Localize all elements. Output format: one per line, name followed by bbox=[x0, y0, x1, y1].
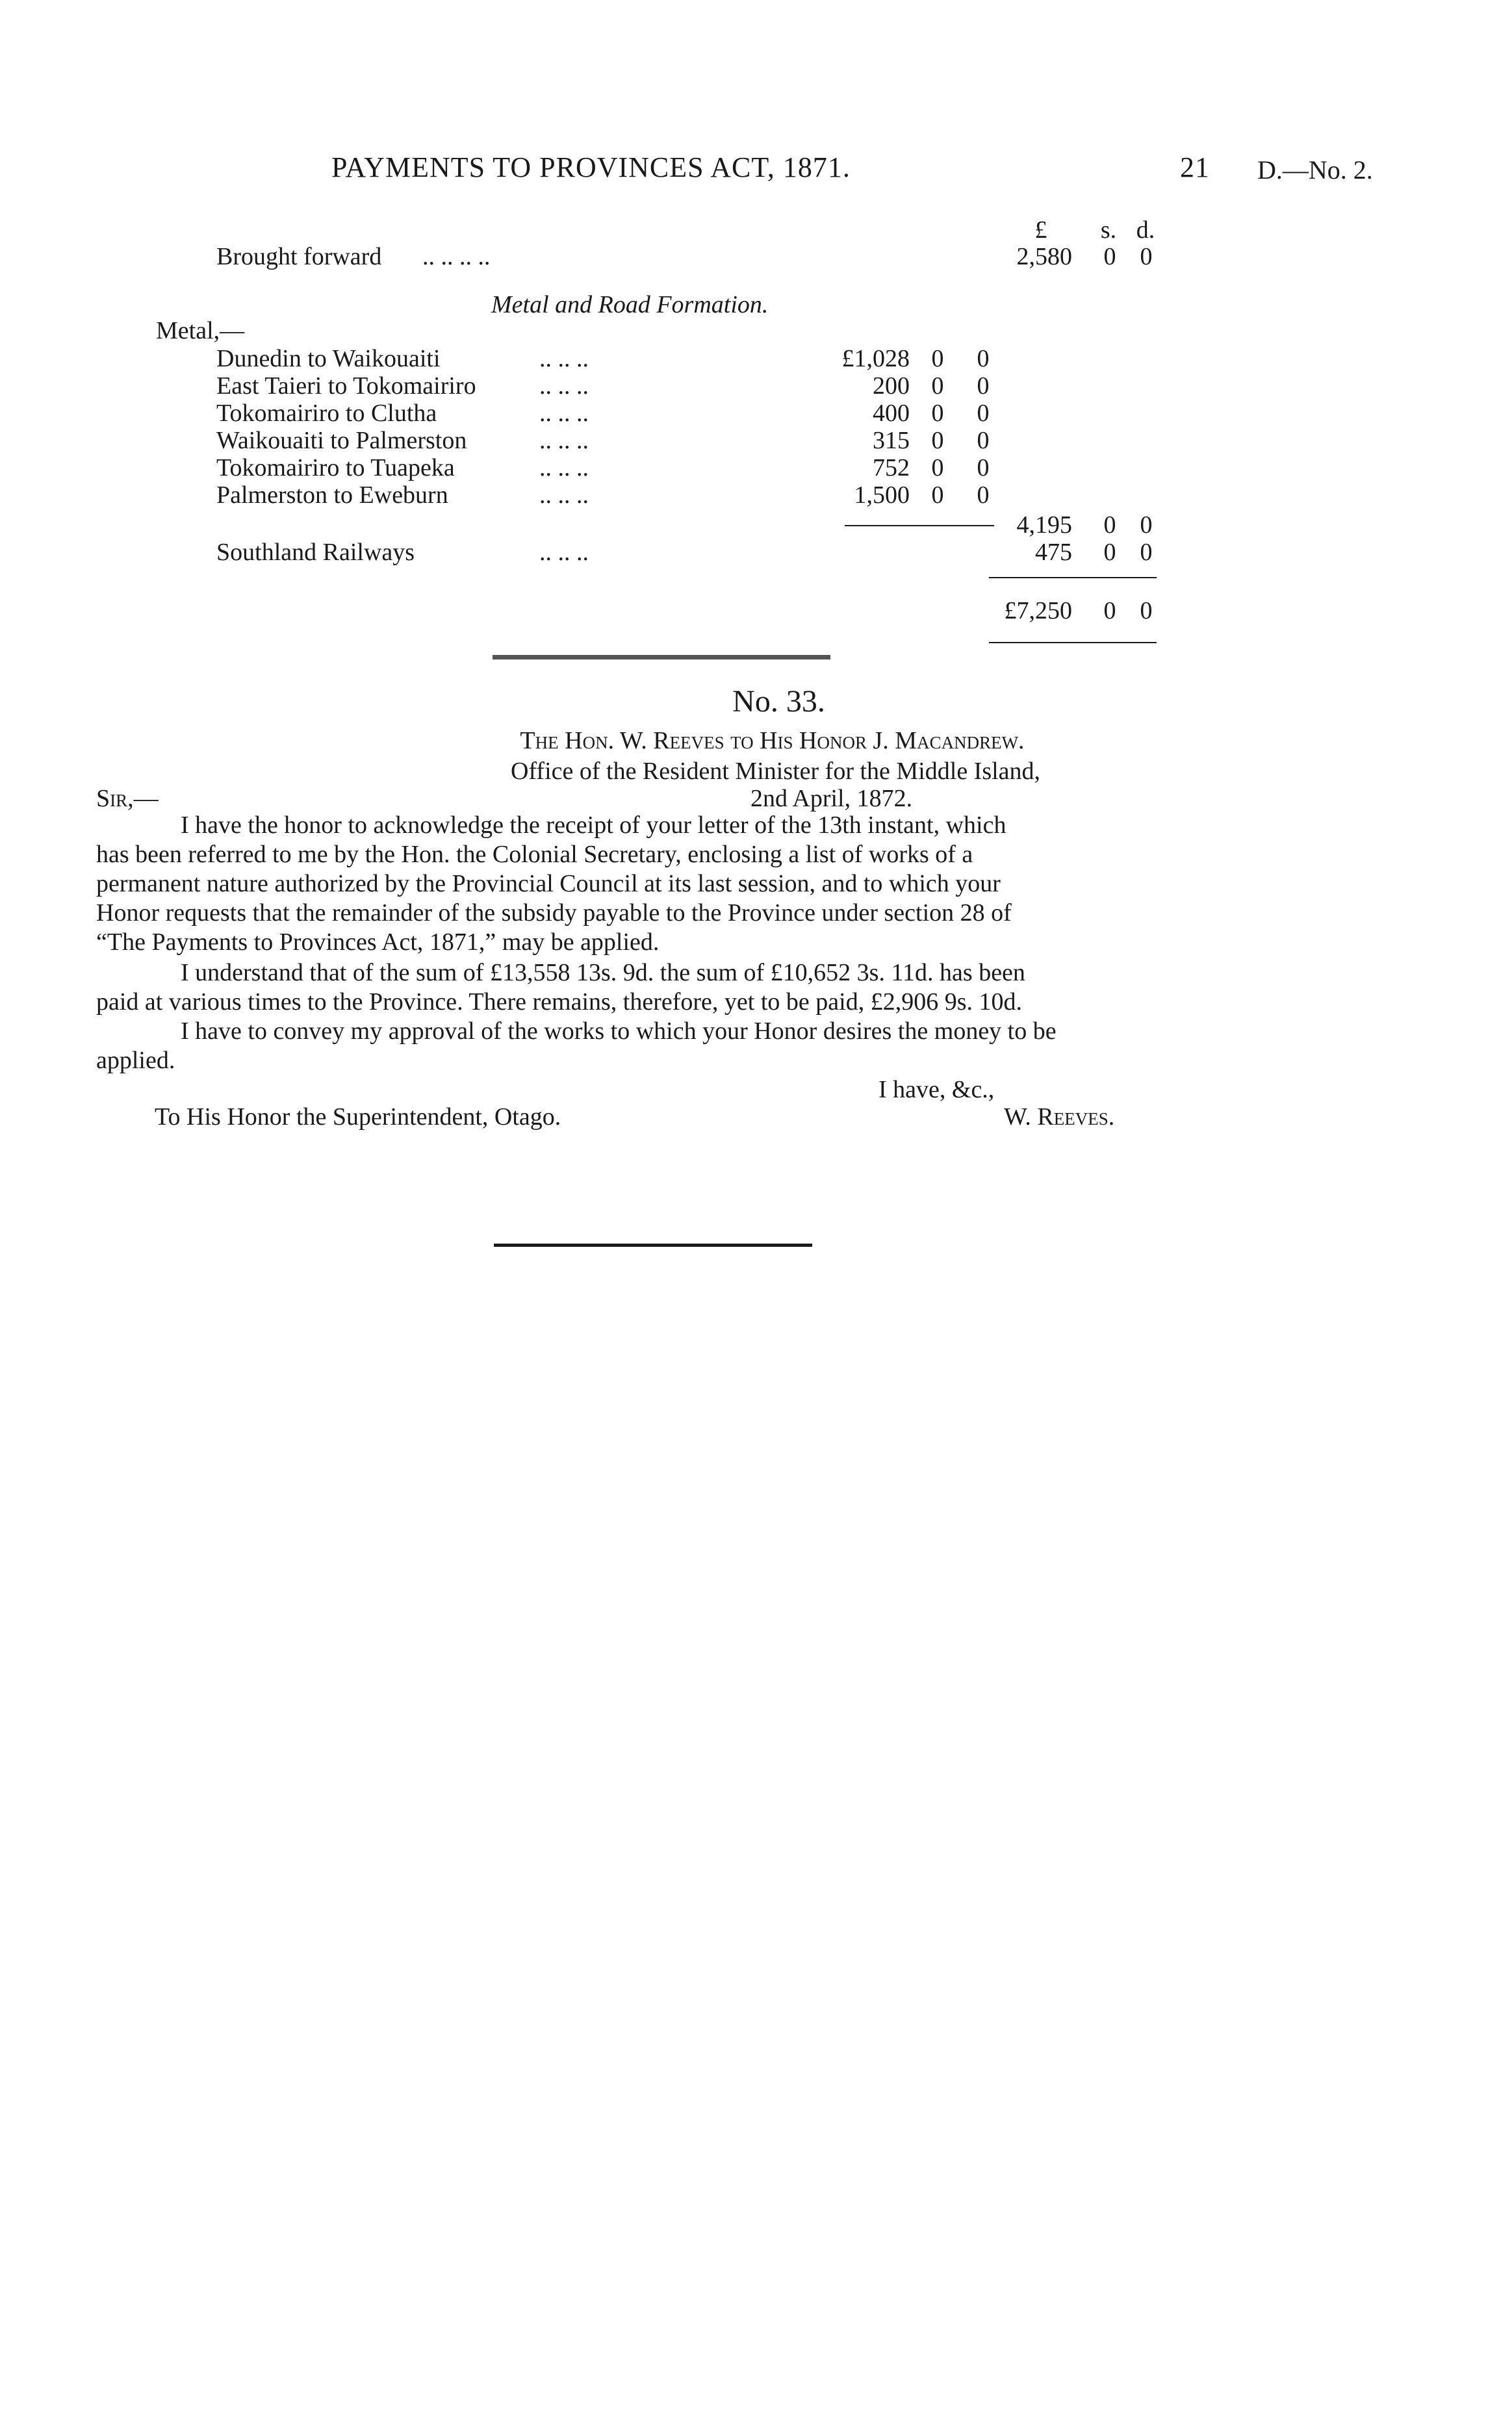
letter-text-line: permanent nature authorized by the Provincial Council at its last session, and to which your bbox=[96, 870, 1001, 897]
metal-row-pounds: 200 bbox=[873, 372, 910, 400]
metal-row-pence: 0 bbox=[977, 400, 990, 427]
metal-row-label: Waikouaiti to Palmerston bbox=[216, 427, 467, 454]
metal-total-pence: 0 bbox=[1140, 511, 1153, 539]
letter-text-line: paid at various times to the Province. There remains, therefore, yet to be paid, £2,906 9s. 10d. bbox=[96, 988, 1022, 1016]
leader-dots: .. .. .. bbox=[539, 481, 589, 509]
metal-row-pounds: 1,500 bbox=[854, 481, 910, 509]
column-header-pence: d. bbox=[1136, 216, 1155, 244]
page-title: PAYMENTS TO PROVINCES ACT, 1871. bbox=[331, 151, 851, 183]
letter-from-to: The Hon. W. Reeves to His Honor J. Macandrew. bbox=[520, 727, 1025, 754]
metal-row-pence: 0 bbox=[977, 372, 990, 400]
letter-paragraph-2 bbox=[96, 958, 1207, 1017]
brought-forward-shillings: 0 bbox=[1103, 243, 1116, 270]
document-reference: D.—No. 2. bbox=[1257, 155, 1373, 185]
letter-paragraph-3 bbox=[96, 1017, 1207, 1075]
column-header-pounds: £ bbox=[1034, 216, 1047, 244]
letter-paragraph-1 bbox=[96, 811, 1207, 957]
leader-dots: .. .. .. bbox=[539, 454, 589, 481]
metal-row-label: East Taieri to Tokomairiro bbox=[216, 372, 476, 400]
section-divider bbox=[493, 655, 830, 659]
letter-text-line: I understand that of the sum of £13,558 13s. 9d. the sum of £10,652 3s. 11d. has been bbox=[181, 959, 1025, 986]
metal-total-pounds: 4,195 bbox=[1016, 511, 1072, 539]
metal-row-pounds: 315 bbox=[873, 427, 910, 454]
metal-row-pounds: 400 bbox=[873, 400, 910, 427]
metal-row-pence: 0 bbox=[977, 481, 990, 509]
brought-forward-pounds: 2,580 bbox=[1016, 243, 1072, 270]
southland-railways-pence: 0 bbox=[1140, 539, 1153, 566]
metal-row-pounds: 752 bbox=[873, 454, 910, 481]
metal-row-shillings: 0 bbox=[931, 427, 944, 454]
grand-total-pence: 0 bbox=[1140, 597, 1153, 624]
section-title: Metal and Road Formation. bbox=[491, 291, 769, 318]
letter-office: Office of the Resident Minister for the Middle Island, bbox=[511, 758, 1041, 785]
southland-railways-shillings: 0 bbox=[1103, 539, 1116, 566]
metal-row-pence: 0 bbox=[977, 345, 990, 372]
metal-row-pence: 0 bbox=[977, 427, 990, 454]
letter-salutation: Sir,— bbox=[96, 785, 159, 812]
letter-number: No. 33. bbox=[732, 684, 825, 719]
total-rule-bottom bbox=[989, 642, 1157, 643]
letter-text-line: I have to convey my approval of the works to which your Honor desires the money to be bbox=[181, 1017, 1057, 1045]
letter-text-line: applied. bbox=[96, 1047, 175, 1074]
letter-text-line: Honor requests that the remainder of the subsidy payable to the Province under section 28 of bbox=[96, 899, 1012, 927]
metal-row-shillings: 0 bbox=[931, 372, 944, 400]
metal-row-shillings: 0 bbox=[931, 400, 944, 427]
grand-total-pounds: £7,250 bbox=[1004, 597, 1072, 624]
metal-row-shillings: 0 bbox=[931, 481, 944, 509]
leader-dots: .. .. .. bbox=[539, 372, 589, 400]
group-label: Metal,— bbox=[156, 317, 245, 344]
metal-row-label: Tokomairiro to Tuapeka bbox=[216, 454, 455, 481]
letter-text-line: “The Payments to Provinces Act, 1871,” may be applied. bbox=[96, 928, 660, 956]
southland-railways-pounds: 475 bbox=[1035, 539, 1072, 566]
metal-row-shillings: 0 bbox=[931, 454, 944, 481]
metal-row-pounds: £1,028 bbox=[841, 345, 910, 372]
metal-row-pence: 0 bbox=[977, 454, 990, 481]
metal-row-label: Dunedin to Waikouaiti bbox=[216, 345, 441, 372]
letter-addressee: To His Honor the Superintendent, Otago. bbox=[155, 1103, 561, 1131]
brought-forward-label: Brought forward bbox=[216, 243, 382, 270]
leader-dots: .. .. .. .. bbox=[422, 243, 491, 270]
leader-dots: .. .. .. bbox=[539, 400, 589, 427]
letter-closing: I have, &c., bbox=[878, 1076, 995, 1103]
leader-dots: .. .. .. bbox=[539, 427, 589, 454]
leader-dots: .. .. .. bbox=[539, 345, 589, 372]
closing-rule bbox=[494, 1244, 812, 1247]
leader-dots: .. .. .. bbox=[539, 539, 589, 566]
letter-text-line: has been referred to me by the Hon. the Colonial Secretary, enclosing a list of works of a bbox=[96, 841, 973, 868]
metal-row-label: Palmerston to Eweburn bbox=[216, 481, 448, 509]
grand-total-shillings: 0 bbox=[1103, 597, 1116, 624]
column-header-shillings: s. bbox=[1100, 216, 1117, 244]
metal-total-shillings: 0 bbox=[1103, 511, 1116, 539]
metal-row-label: Tokomairiro to Clutha bbox=[216, 400, 437, 427]
letter-date: 2nd April, 1872. bbox=[750, 785, 913, 812]
page-number: 21 bbox=[1180, 151, 1210, 183]
brought-forward-pence: 0 bbox=[1140, 243, 1153, 270]
letter-signature: W. Reeves. bbox=[1004, 1103, 1115, 1131]
southland-railways-label: Southland Railways bbox=[216, 539, 415, 566]
total-rule-top bbox=[989, 577, 1157, 578]
letter-text-line: I have the honor to acknowledge the receipt of your letter of the 13th instant, which bbox=[181, 812, 1006, 839]
metal-row-shillings: 0 bbox=[931, 345, 944, 372]
